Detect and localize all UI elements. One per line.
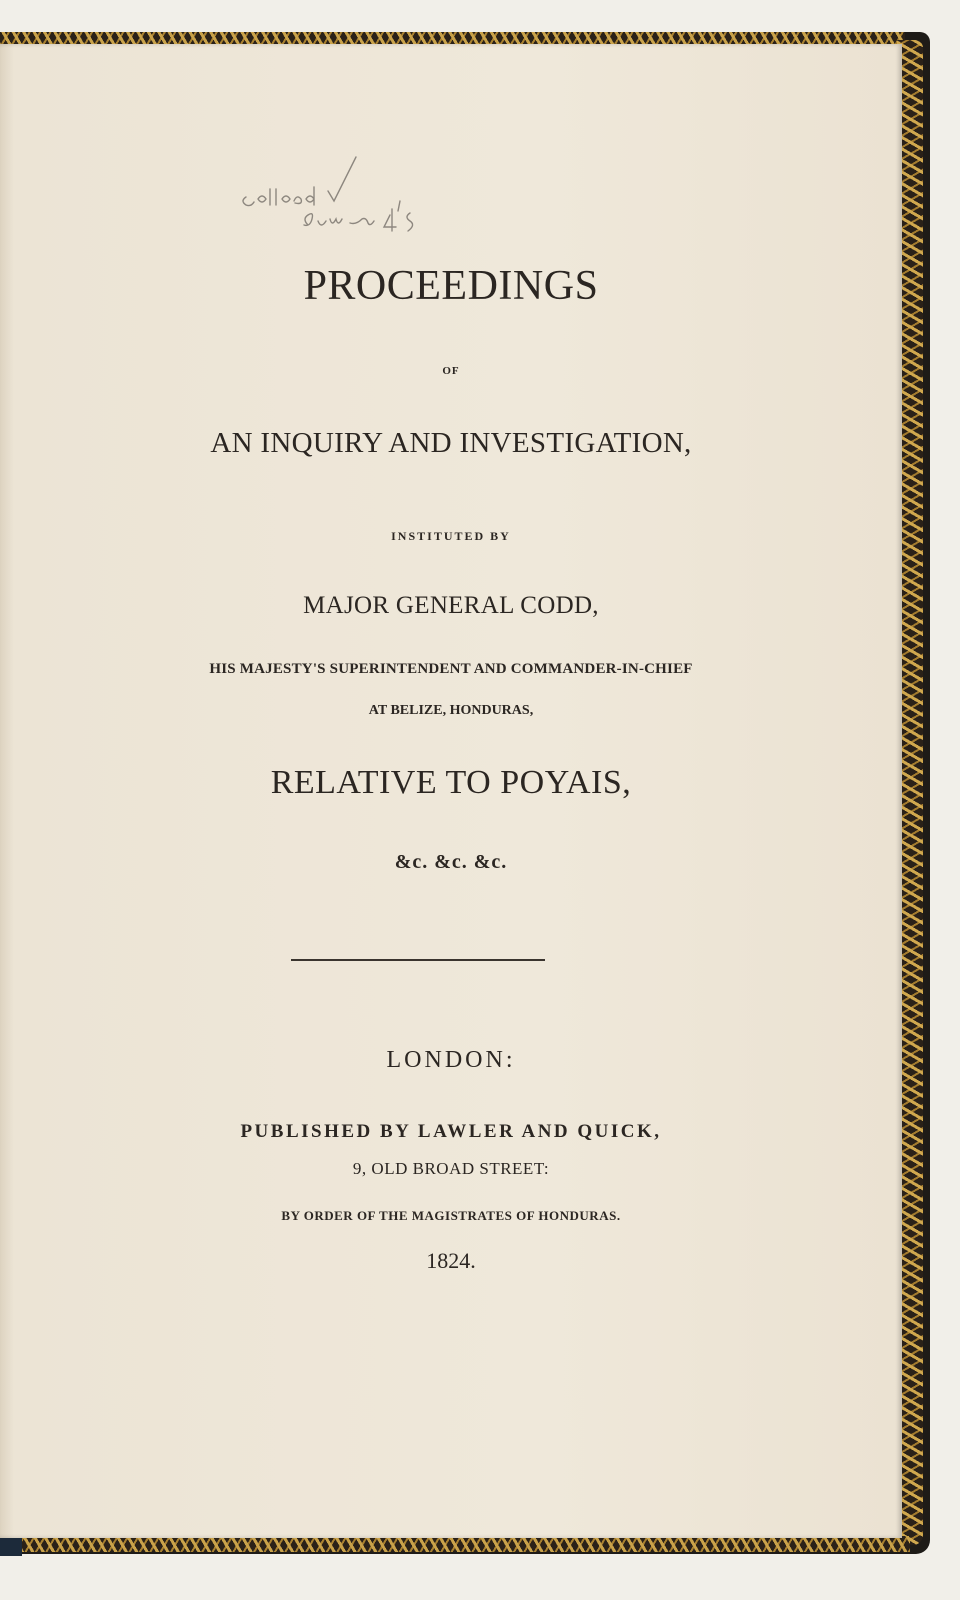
instituted-by-text: INSTITUTED BY [391, 529, 511, 543]
author-location: AT BELIZE, HONDURAS, [368, 703, 534, 718]
imprint-order: BY ORDER OF THE MAGISTRATES OF HONDURAS. [281, 1208, 621, 1223]
author-position: HIS MAJESTY'S SUPERINTENDENT AND COMMANDER-IN-CHIEF [209, 661, 693, 677]
handwritten-note [240, 149, 460, 244]
etcetera-text: &c. &c. &c. [394, 851, 508, 873]
imprint-publisher: PUBLISHED BY LAWLER AND QUICK, [240, 1121, 662, 1142]
author-name: MAJOR GENERAL CODD, [303, 592, 599, 619]
subject-heading: RELATIVE TO POYAIS, [270, 764, 632, 801]
gilt-border-bottom [0, 1536, 910, 1552]
imprint-address: 9, OLD BROAD STREET: [352, 1159, 550, 1178]
connector-of: OF [442, 365, 460, 377]
imprint-city: LONDON: [386, 1047, 516, 1073]
divider-rule [291, 959, 545, 961]
title-page [0, 44, 902, 1538]
title-proceedings: PROCEEDINGS [303, 263, 599, 309]
imprint-year: 1824. [426, 1248, 476, 1273]
subtitle-inquiry: AN INQUIRY AND INVESTIGATION, [210, 427, 692, 459]
